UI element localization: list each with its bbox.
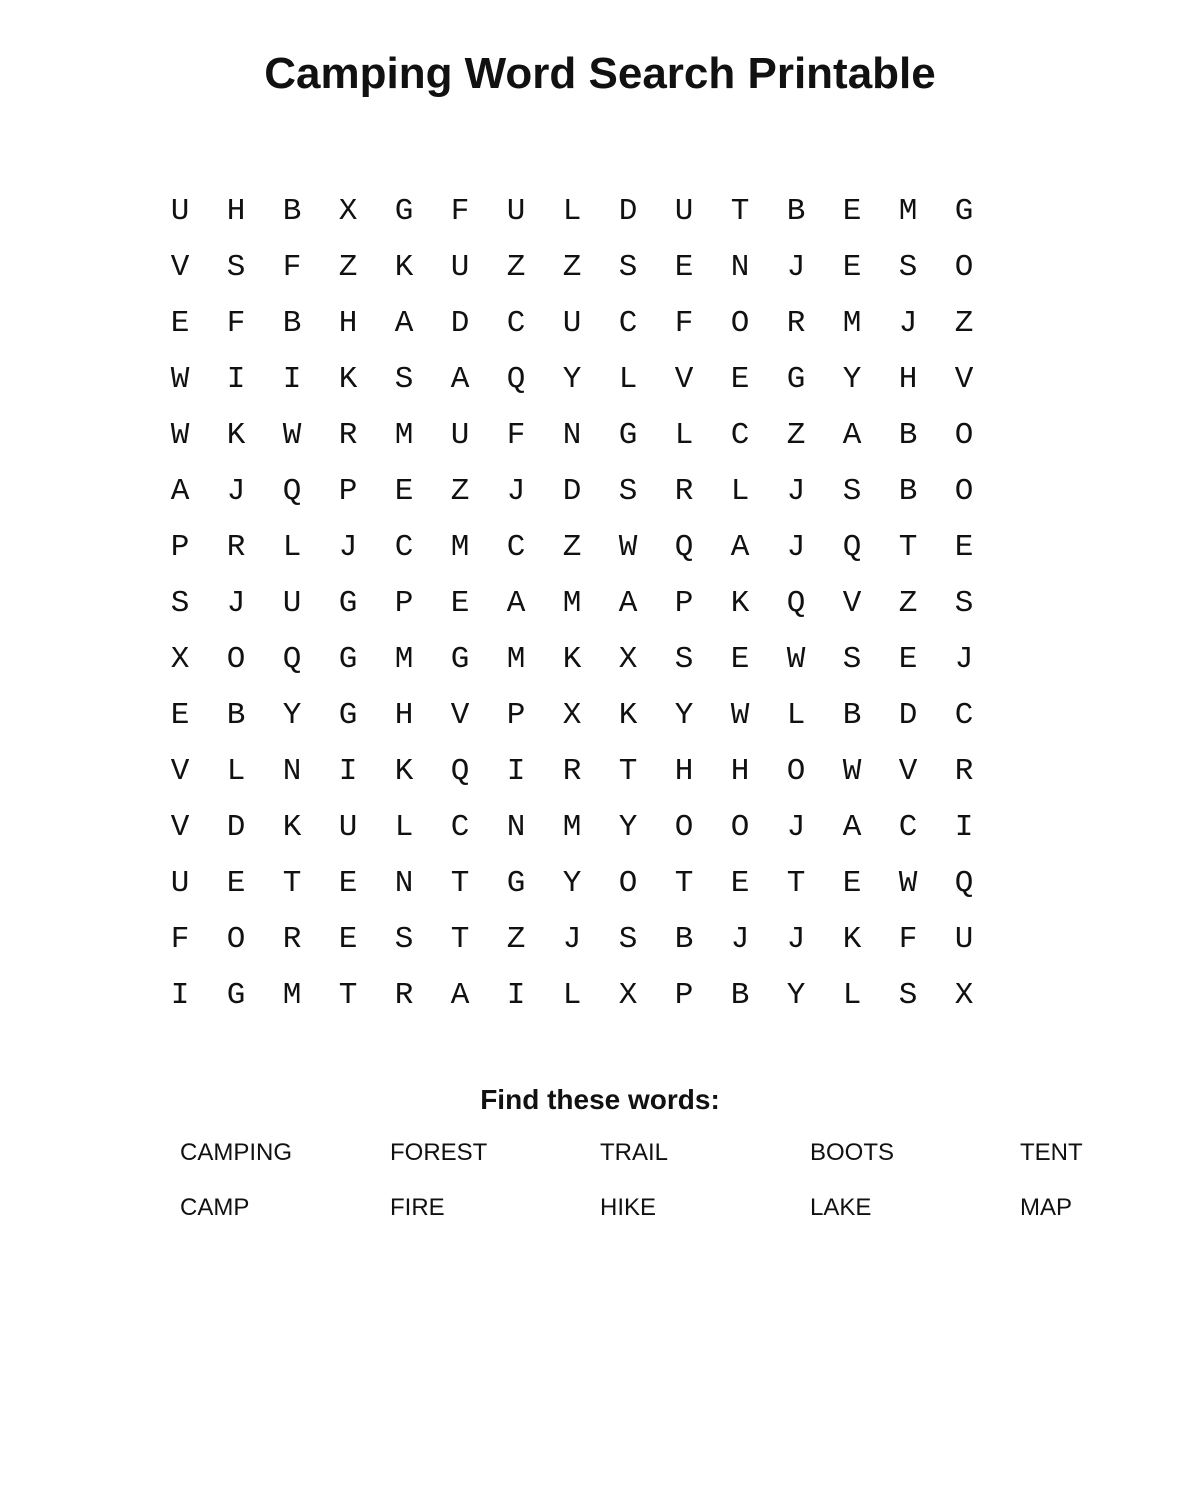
grid-letter: P [170,530,190,565]
grid-letter: R [394,978,414,1013]
grid-letter: U [506,194,526,229]
grid-letter: W [170,418,190,453]
grid-letter: C [954,698,974,733]
grid-letter: B [282,194,302,229]
grid-letter: O [226,922,246,957]
grid-letter: O [954,250,974,285]
grid-letter: J [338,530,358,565]
grid-letter: E [226,866,246,901]
grid-letter: K [730,586,750,621]
grid-letter: A [618,586,638,621]
grid-letter: O [786,754,806,789]
grid-letter: E [842,250,862,285]
grid-letter: R [954,754,974,789]
grid-letter: U [450,250,470,285]
grid-letter: G [394,194,414,229]
grid-letter: N [562,418,582,453]
grid-letter: G [506,866,526,901]
grid-letter: O [618,866,638,901]
grid-letter: T [282,866,302,901]
grid-letter: H [730,754,750,789]
grid-letter: L [562,194,582,229]
grid-letter: Y [618,810,638,845]
grid-letter: N [394,866,414,901]
grid-letter: S [618,250,638,285]
grid-letter: O [954,474,974,509]
grid-letter: S [170,586,190,621]
grid-letter: J [226,586,246,621]
grid-letter: L [674,418,694,453]
grid-letter: A [842,810,862,845]
grid-letter: O [674,810,694,845]
grid-letter: M [506,642,526,677]
grid-letter: V [954,362,974,397]
grid-letter: Z [786,418,806,453]
grid-letter: M [282,978,302,1013]
grid-letter: V [450,698,470,733]
grid-letter: B [786,194,806,229]
grid-letter: C [898,810,918,845]
grid-letter: N [506,810,526,845]
grid-letter: J [506,474,526,509]
grid-letter: C [506,306,526,341]
grid-letter: R [786,306,806,341]
grid-letter: W [618,530,638,565]
grid-letter: M [450,530,470,565]
grid-letter: B [842,698,862,733]
grid-letter: D [618,194,638,229]
grid-letter: Y [786,978,806,1013]
grid-letter: D [226,810,246,845]
grid-letter: S [674,642,694,677]
grid-letter: Z [450,474,470,509]
word-list-item: BOOTS [810,1139,895,1166]
grid-letter: B [898,418,918,453]
grid-letter: V [842,586,862,621]
grid-letter: T [674,866,694,901]
grid-letter: G [954,194,974,229]
grid-letter: O [730,306,750,341]
grid-letter: L [618,362,638,397]
grid-letter: S [954,586,974,621]
grid-letter: T [450,866,470,901]
grid-letter: E [730,642,750,677]
grid-letter: T [786,866,806,901]
grid-letter: A [730,530,750,565]
grid-letter: K [282,810,302,845]
grid-letter: E [338,866,358,901]
grid-letter: E [730,866,750,901]
grid-letter: J [226,474,246,509]
grid-letter: E [954,530,974,565]
grid-letter: J [954,642,974,677]
grid-letter: Q [786,586,806,621]
grid-letter: G [338,698,358,733]
grid-letter: B [898,474,918,509]
grid-letter: I [170,978,190,1013]
grid-letter: Q [674,530,694,565]
grid-letter: X [618,978,638,1013]
grid-letter: E [674,250,694,285]
letter-grid [152,184,992,1024]
grid-letter: K [394,754,414,789]
grid-letter: E [730,362,750,397]
grid-letter: P [338,474,358,509]
grid-letter: E [394,474,414,509]
grid-letter: K [842,922,862,957]
grid-letter: I [506,754,526,789]
grid-letter: J [786,250,806,285]
grid-letter: E [170,306,190,341]
grid-letter: J [786,922,806,957]
grid-letter: P [674,978,694,1013]
grid-letter: V [898,754,918,789]
grid-letter: Y [282,698,302,733]
grid-letter: F [170,922,190,957]
grid-letter: H [394,698,414,733]
grid-letter: H [226,194,246,229]
grid-letter: Z [562,530,582,565]
grid-letter: N [282,754,302,789]
grid-letter: P [506,698,526,733]
grid-letter: T [730,194,750,229]
grid-letter: Y [562,362,582,397]
grid-letter: E [170,698,190,733]
grid-letter: O [954,418,974,453]
grid-letter: W [786,642,806,677]
grid-letter: F [674,306,694,341]
grid-letter: T [618,754,638,789]
grid-letter: J [898,306,918,341]
word-list-item: TRAIL [600,1139,669,1166]
word-list [180,1125,1140,1235]
grid-letter: S [394,362,414,397]
grid-letter: D [562,474,582,509]
grid-letter: P [674,586,694,621]
grid-letter: E [898,642,918,677]
word-list-item: MAP [1020,1194,1073,1221]
grid-letter: B [226,698,246,733]
grid-letter: T [450,922,470,957]
grid-letter: H [674,754,694,789]
grid-letter: X [338,194,358,229]
grid-letter: Q [282,474,302,509]
grid-letter: Z [954,306,974,341]
grid-letter: H [898,362,918,397]
grid-letter: B [674,922,694,957]
grid-letter: M [842,306,862,341]
grid-letter: L [394,810,414,845]
grid-letter: G [338,642,358,677]
grid-letter: K [394,250,414,285]
grid-letter: E [338,922,358,957]
grid-letter: F [282,250,302,285]
grid-letter: U [450,418,470,453]
grid-letter: U [562,306,582,341]
grid-letter: S [842,474,862,509]
grid-letter: X [170,642,190,677]
grid-letter: A [506,586,526,621]
word-list-item: CAMP [180,1194,250,1221]
grid-letter: Y [674,698,694,733]
grid-letter: W [282,418,302,453]
grid-letter: W [898,866,918,901]
grid-letter: G [450,642,470,677]
grid-letter: X [954,978,974,1013]
grid-letter: I [954,810,974,845]
grid-letter: T [338,978,358,1013]
grid-letter: E [842,194,862,229]
grid-letter: Q [450,754,470,789]
grid-letter: U [282,586,302,621]
grid-letter: I [282,362,302,397]
grid-letter: C [506,530,526,565]
grid-letter: W [842,754,862,789]
grid-letter: K [618,698,638,733]
grid-letter: C [450,810,470,845]
grid-letter: M [562,586,582,621]
grid-letter: S [226,250,246,285]
grid-letter: A [450,978,470,1013]
grid-letter: E [842,866,862,901]
grid-letter: R [338,418,358,453]
grid-letter: V [170,754,190,789]
grid-letter: G [338,586,358,621]
grid-letter: O [226,642,246,677]
grid-letter: A [394,306,414,341]
grid-letter: M [394,418,414,453]
grid-letter: J [786,530,806,565]
grid-letter: S [394,922,414,957]
grid-letter: I [338,754,358,789]
grid-letter: G [786,362,806,397]
grid-letter: Z [506,250,526,285]
grid-letter: L [842,978,862,1013]
grid-letter: Z [562,250,582,285]
grid-letter: B [730,978,750,1013]
grid-letter: A [170,474,190,509]
grid-letter: Q [506,362,526,397]
grid-letter: F [506,418,526,453]
grid-letter: V [674,362,694,397]
grid-letter: R [282,922,302,957]
word-list-item: TENT [1020,1139,1083,1166]
grid-letter: S [842,642,862,677]
grid-letter: W [730,698,750,733]
grid-letter: W [170,362,190,397]
grid-letter: L [226,754,246,789]
grid-letter: H [338,306,358,341]
grid-letter: S [898,978,918,1013]
grid-letter: J [562,922,582,957]
grid-letter: A [450,362,470,397]
grid-letter: D [450,306,470,341]
grid-letter: D [898,698,918,733]
grid-letter: E [450,586,470,621]
grid-letter: G [618,418,638,453]
grid-letter: Q [954,866,974,901]
grid-letter: Q [282,642,302,677]
grid-letter: X [618,642,638,677]
grid-letter: J [786,474,806,509]
grid-letter: U [954,922,974,957]
grid-letter: V [170,810,190,845]
grid-letter: S [898,250,918,285]
grid-letter: R [226,530,246,565]
grid-letter: Q [842,530,862,565]
word-list-item: FIRE [390,1194,445,1221]
grid-letter: O [730,810,750,845]
grid-letter: J [730,922,750,957]
grid-letter: U [338,810,358,845]
grid-letter: U [674,194,694,229]
grid-letter: K [226,418,246,453]
grid-letter: G [226,978,246,1013]
grid-letter: N [730,250,750,285]
grid-letter: C [394,530,414,565]
page-title: Camping Word Search Printable [264,49,936,98]
word-list-item: HIKE [600,1194,657,1221]
grid-letter: T [898,530,918,565]
grid-letter: R [562,754,582,789]
grid-letter: J [786,810,806,845]
grid-letter: Y [562,866,582,901]
grid-letter: S [618,922,638,957]
grid-letter: F [898,922,918,957]
grid-letter: K [562,642,582,677]
grid-letter: R [674,474,694,509]
grid-letter: F [450,194,470,229]
grid-letter: M [562,810,582,845]
word-list-heading: Find these words: [480,1084,720,1115]
word-list-item: FOREST [390,1139,488,1166]
grid-letter: Z [506,922,526,957]
grid-letter: C [730,418,750,453]
grid-letter: B [282,306,302,341]
grid-letter: L [730,474,750,509]
grid-letter: X [562,698,582,733]
grid-letter: I [506,978,526,1013]
word-list-item: LAKE [810,1194,872,1221]
grid-letter: L [562,978,582,1013]
grid-letter: U [170,866,190,901]
grid-letter: L [786,698,806,733]
grid-letter: C [618,306,638,341]
grid-letter: S [618,474,638,509]
grid-letter: K [338,362,358,397]
grid-letter: I [226,362,246,397]
grid-letter: Z [898,586,918,621]
grid-letter: V [170,250,190,285]
grid-letter: A [842,418,862,453]
grid-letter: M [394,642,414,677]
grid-letter: F [226,306,246,341]
grid-letter: U [170,194,190,229]
grid-letter: L [282,530,302,565]
grid-letter: P [394,586,414,621]
grid-letter: M [898,194,918,229]
grid-letter: Y [842,362,862,397]
grid-letter: Z [338,250,358,285]
word-list-item: CAMPING [180,1139,293,1166]
